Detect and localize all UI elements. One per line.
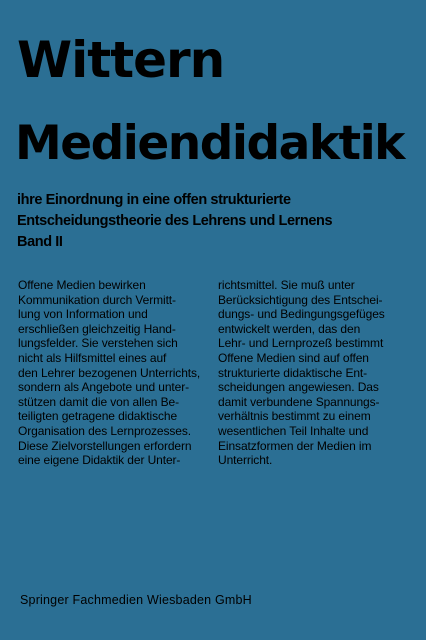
blurb-line: Einsatzformen der Medien im <box>218 438 372 453</box>
book-subtitle <box>17 190 417 253</box>
blurb-line: sondern als Angebote und unter- <box>18 380 190 395</box>
blurb-line: Lehr- und Lernprozeß bestimmt <box>218 336 384 351</box>
blurb-line: lungsfelder. Sie verstehen sich <box>18 336 178 351</box>
subtitle-line: Entscheidungstheorie des Lehrens und Lernens <box>17 213 333 229</box>
blurb-line: lung von Information und <box>18 307 148 322</box>
blurb-line: Offene Medien bewirken <box>18 278 146 292</box>
blurb-line: teiligten getragene didaktische <box>18 409 178 424</box>
blurb-line: verhältnis bestimmt zu einem <box>218 409 371 424</box>
blurb-line: Kommunikation durch Vermitt- <box>18 292 176 307</box>
blurb-line: Berücksichtigung des Entschei- <box>218 292 383 307</box>
blurb-line: scheidungen angewiesen. Das <box>218 380 379 395</box>
author-name: Wittern <box>17 31 225 89</box>
blurb-line: Unterricht. <box>218 453 273 468</box>
blurb-line: richtsmittel. Sie muß unter <box>218 278 355 292</box>
blurb-line: dungs- und Bedingungsgefüges <box>218 307 385 322</box>
blurb-line: den Lehrer bezogenen Unterrichts, <box>18 365 201 380</box>
volume-label: Band II <box>17 234 63 250</box>
subtitle-line: ihre Einordnung in eine offen strukturierte <box>17 192 291 208</box>
blurb-line: entwickelt werden, das den <box>218 321 361 336</box>
blurb-line: Organisation des Lernprozesses. <box>18 423 191 438</box>
publisher-name: Springer Fachmedien Wiesbaden GmbH <box>20 593 252 607</box>
blurb-line: nicht als Hilfsmittel eines auf <box>18 350 167 365</box>
blurb-line: Diese Zielvorstellungen erfordern <box>18 438 192 453</box>
blurb-line: eine eigene Didaktik der Unter- <box>18 453 181 468</box>
blurb-line: wesentlichen Teil Inhalte und <box>218 423 369 438</box>
blurb-line: damit verbundene Spannungs- <box>218 394 380 409</box>
blurb-right-column <box>218 278 418 468</box>
blurb-left-column <box>18 278 208 468</box>
book-title: Mediendidaktik <box>15 116 404 171</box>
blurb-line: erschließen gleichzeitig Hand- <box>18 321 176 336</box>
blurb-line: stützen damit die von allen Be- <box>18 394 179 409</box>
blurb-line: Offene Medien sind auf offen <box>218 350 369 365</box>
blurb-line: strukturierte didaktische Ent- <box>218 365 368 380</box>
